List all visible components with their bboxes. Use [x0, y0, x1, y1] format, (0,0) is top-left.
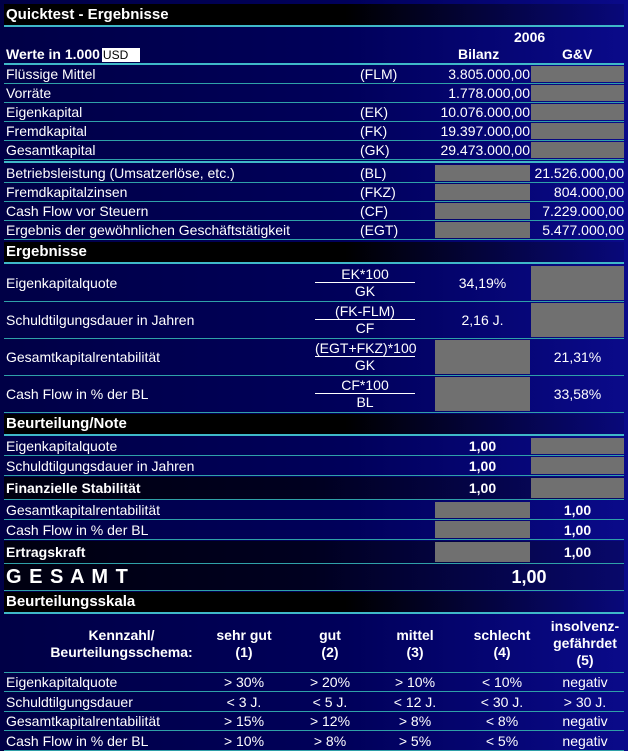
scale-value: negativ [562, 713, 608, 729]
input-abbr: (GK) [360, 142, 390, 158]
input-row [4, 202, 624, 221]
result-row [4, 376, 624, 413]
empty-cell [531, 85, 624, 101]
empty-cell [531, 303, 624, 337]
bilanz-value[interactable]: 1.778.000,00 [448, 85, 530, 101]
bilanz-value[interactable]: 10.076.000,00 [440, 104, 530, 120]
divider [4, 161, 624, 163]
input-label: Betriebsleistung (Umsatzerlöse, etc.) [6, 165, 235, 181]
empty-cell [435, 203, 530, 219]
bilanz-grade[interactable]: 1,00 [468, 457, 497, 474]
rating-label: Eigenkapitalquote [6, 438, 118, 454]
guv-value[interactable]: 7.229.000,00 [542, 203, 624, 219]
scale-label: Gesamtkapitalrentabilität [6, 713, 161, 729]
guv-value[interactable]: 33,58% [553, 386, 602, 402]
currency-field[interactable]: USD [102, 48, 140, 62]
section-title: Beurteilungsskala [6, 593, 136, 610]
input-row [4, 122, 624, 141]
year-label: 2006 [514, 29, 546, 45]
scale-value: negativ [562, 732, 608, 749]
input-label: Cash Flow vor Steuern [6, 203, 149, 219]
scale-row [4, 732, 624, 751]
scale-value: < 3 J. [226, 693, 262, 710]
formula [315, 340, 415, 373]
empty-cell [531, 142, 624, 158]
scale-row [4, 673, 624, 692]
section-beurteilungsskala [4, 592, 624, 614]
section-title: Ergebnisse [6, 243, 87, 260]
bilanz-value[interactable]: 19.397.000,00 [440, 123, 530, 139]
scale-value: > 30 J. [563, 693, 607, 710]
input-abbr: (FLM) [360, 66, 398, 82]
rating-row [4, 501, 624, 520]
title-bar [4, 4, 624, 27]
formula-denominator: GK [354, 283, 376, 299]
guv-value[interactable]: 21,31% [553, 349, 602, 365]
input-abbr: (CF) [360, 203, 388, 219]
scale-row [4, 712, 624, 731]
scale-label: Cash Flow in % der BL [6, 732, 149, 749]
empty-cell [531, 457, 624, 474]
scale-value: < 12 J. [393, 693, 437, 710]
total-value: 1,00 [511, 566, 547, 587]
bilanz-grade[interactable]: 1,00 [468, 438, 497, 454]
empty-cell [435, 377, 530, 411]
empty-cell [531, 478, 624, 498]
bilanz-value[interactable]: 2,16 J. [461, 312, 504, 328]
formula-denominator: GK [354, 357, 376, 373]
scale-value: > 8% [313, 732, 347, 749]
formula-numerator: (EGT+FKZ)*100 [315, 340, 417, 356]
empty-cell [531, 266, 624, 300]
formula [315, 377, 415, 410]
guv-value[interactable]: 21.526.000,00 [534, 165, 624, 181]
guv-grade[interactable]: 1,00 [563, 544, 592, 560]
result-row [4, 339, 624, 376]
empty-cell [435, 521, 530, 538]
scale-value: < 10% [481, 674, 523, 690]
guv-grade[interactable]: 1,00 [563, 502, 592, 518]
scale-label: Eigenkapitalquote [6, 674, 118, 690]
rating-label: Cash Flow in % der BL [6, 521, 149, 538]
result-row [4, 302, 624, 339]
units-label: Werte in 1.000 USD [6, 46, 140, 62]
rating-label: Ertragskraft [6, 544, 86, 560]
rating-row [4, 541, 624, 564]
formula [315, 303, 415, 336]
bilanz-value[interactable]: 29.473.000,00 [440, 142, 530, 158]
input-abbr: (BL) [360, 165, 387, 181]
result-row [4, 265, 624, 302]
scale-value: > 15% [223, 713, 265, 729]
input-abbr: (FK) [360, 123, 388, 139]
scale-label: Schuldtilgungsdauer [6, 693, 133, 710]
result-label: Eigenkapitalquote [6, 275, 118, 291]
input-label: Fremdkapitalzinsen [6, 184, 128, 200]
empty-cell [435, 184, 530, 200]
result-label: Gesamtkapitalrentabilität [6, 349, 161, 365]
input-row [4, 65, 624, 84]
guv-value[interactable]: 5.477.000,00 [542, 222, 624, 238]
section-beurteilung [4, 414, 624, 436]
input-abbr: (EGT) [360, 222, 399, 238]
rating-row [4, 437, 624, 456]
scale-value: > 8% [398, 713, 432, 729]
scale-value: > 12% [309, 713, 351, 729]
section-ergebnisse [4, 242, 624, 264]
input-abbr: (FKZ) [360, 184, 396, 200]
empty-cell [435, 542, 530, 562]
input-label: Flüssige Mittel [6, 66, 96, 82]
input-label: Vorräte [6, 85, 52, 101]
empty-cell [531, 123, 624, 139]
input-row [4, 221, 624, 240]
total-label: G E S A M T [6, 565, 129, 588]
input-row [4, 164, 624, 183]
col-bilanz: Bilanz [458, 46, 500, 62]
rating-label: Schuldtilgungsdauer in Jahren [6, 457, 195, 474]
scale-header-row [4, 615, 624, 673]
bilanz-grade[interactable]: 1,00 [468, 480, 497, 496]
input-label: Fremdkapital [6, 123, 87, 139]
scale-value: < 8% [485, 713, 519, 729]
scale-value: > 10% [394, 674, 436, 690]
formula-denominator: CF [355, 320, 375, 336]
col-guv: G&V [562, 46, 593, 62]
empty-cell [531, 104, 624, 120]
input-row [4, 141, 624, 160]
guv-value[interactable]: 804.000,00 [553, 184, 624, 200]
page-title: Quicktest - Ergebnisse [6, 6, 169, 23]
formula [315, 266, 415, 299]
bilanz-value[interactable]: 34,19% [458, 275, 507, 291]
rating-row [4, 520, 624, 540]
scale-header: sehr gut (1) [216, 626, 272, 660]
empty-cell [435, 502, 530, 518]
scale-value: < 30 J. [480, 693, 524, 710]
rating-row [4, 456, 624, 476]
scale-value: > 10% [223, 732, 265, 749]
empty-cell [435, 222, 530, 238]
formula-numerator: EK*100 [315, 266, 415, 283]
input-abbr: (EK) [360, 104, 388, 120]
input-row [4, 103, 624, 122]
bilanz-value[interactable]: 3.805.000,00 [448, 66, 530, 82]
scale-header: gut (2) [319, 626, 341, 660]
input-label: Eigenkapital [6, 104, 83, 120]
scale-value: > 5% [398, 732, 432, 749]
rating-label: Finanzielle Stabilität [6, 480, 141, 496]
scale-value: < 5% [485, 732, 519, 749]
empty-cell [435, 165, 530, 181]
input-label: Ergebnis der gewöhnlichen Geschäftstätigkeit [6, 222, 291, 238]
section-title: Beurteilung/Note [6, 415, 127, 432]
formula-numerator: (FK-FLM) [315, 303, 415, 320]
rating-row [4, 477, 624, 500]
scale-row [4, 693, 624, 712]
guv-grade[interactable]: 1,00 [563, 521, 592, 538]
scale-header: insolvenz- gefährdet (5) [550, 618, 620, 668]
input-row [4, 183, 624, 202]
scale-header: mittel (3) [396, 626, 434, 660]
total-row [4, 564, 624, 591]
empty-cell [435, 340, 530, 374]
scale-value: negativ [562, 674, 608, 690]
scale-value: > 30% [223, 674, 265, 690]
empty-cell [531, 438, 624, 454]
result-label: Cash Flow in % der BL [6, 386, 149, 402]
empty-cell [531, 66, 624, 82]
formula-numerator: CF*100 [315, 377, 415, 394]
result-label: Schuldtilgungsdauer in Jahren [6, 312, 195, 328]
scale-value: > 20% [309, 674, 351, 690]
scale-header: schlecht (4) [473, 626, 531, 660]
scale-header: Kennzahl/ Beurteilungsschema: [50, 626, 193, 660]
input-row [4, 84, 624, 103]
rating-label: Gesamtkapitalrentabilität [6, 502, 161, 518]
input-label: Gesamtkapital [6, 142, 96, 158]
scale-value: < 5 J. [312, 693, 348, 710]
formula-denominator: BL [356, 394, 374, 410]
